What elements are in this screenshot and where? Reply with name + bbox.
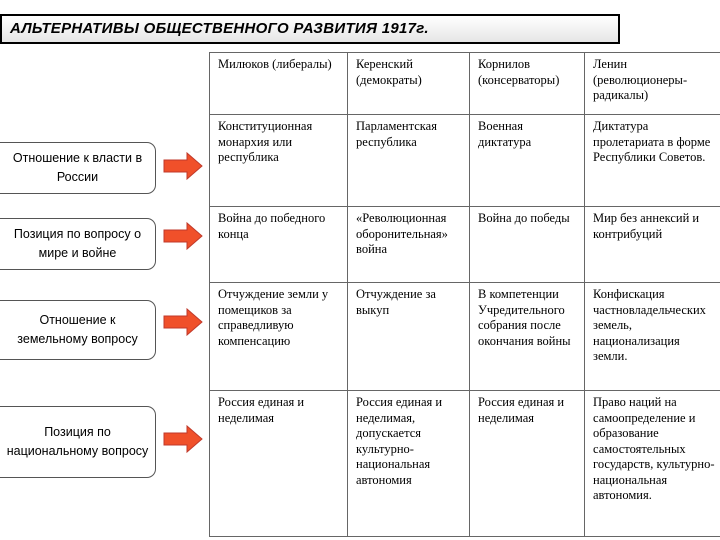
arrow-right-icon — [163, 152, 203, 180]
row-label-national: Позиция по национальному вопросу — [0, 406, 156, 478]
table-cell: Война до победного конца — [210, 207, 348, 283]
arrow-right-icon — [163, 308, 203, 336]
table-cell: «Революционная оборонительная» война — [348, 207, 470, 283]
table-cell: Конституционная монархия или республика — [210, 115, 348, 207]
table-cell: Право наций на самоопределение и образование самостоятельных государств, культурно-национальная автономия. — [585, 391, 720, 537]
table-cell: Россия единая и неделимая — [210, 391, 348, 537]
comparison-table — [209, 52, 720, 537]
table-row — [210, 283, 720, 391]
table-cell: Война до победы — [470, 207, 585, 283]
table-cell: Отчуждение земли у помещиков за справедливую компенсацию — [210, 283, 348, 391]
arrow-right-icon — [163, 222, 203, 250]
row-label-land: Отношение к земельному вопросу — [0, 300, 156, 360]
table-cell: В компетенции Учредительного собрания после окончания войны — [470, 283, 585, 391]
table-cell: Отчуждение за выкуп — [348, 283, 470, 391]
page-title: АЛЬТЕРНАТИВЫ ОБЩЕСТВЕННОГО РАЗВИТИЯ 1917г. — [0, 14, 620, 44]
table-cell: Россия единая и неделимая, допускается культурно-национальная автономия — [348, 391, 470, 537]
table-row — [210, 207, 720, 283]
table-cell: Диктатура пролетариата в форме Республики Советов. — [585, 115, 720, 207]
row-label-war: Позиция по вопросу о мире и войне — [0, 218, 156, 270]
table-cell: Конфискация частновладельческих земель, национализация земли. — [585, 283, 720, 391]
header-milyukov: Милюков (либералы) — [210, 53, 348, 115]
table-cell: Парламентская республика — [348, 115, 470, 207]
table-header-row — [210, 53, 720, 115]
table-cell: Военная диктатура — [470, 115, 585, 207]
header-kerensky: Керенский (демократы) — [348, 53, 470, 115]
arrow-right-icon — [163, 425, 203, 453]
table-row — [210, 391, 720, 537]
table-cell: Мир без аннексий и контрибуций — [585, 207, 720, 283]
row-label-power: Отношение к власти в России — [0, 142, 156, 194]
header-kornilov: Корнилов (консерваторы) — [470, 53, 585, 115]
table-row — [210, 115, 720, 207]
header-lenin: Ленин (революционеры-радикалы) — [585, 53, 720, 115]
table-cell: Россия единая и неделимая — [470, 391, 585, 537]
